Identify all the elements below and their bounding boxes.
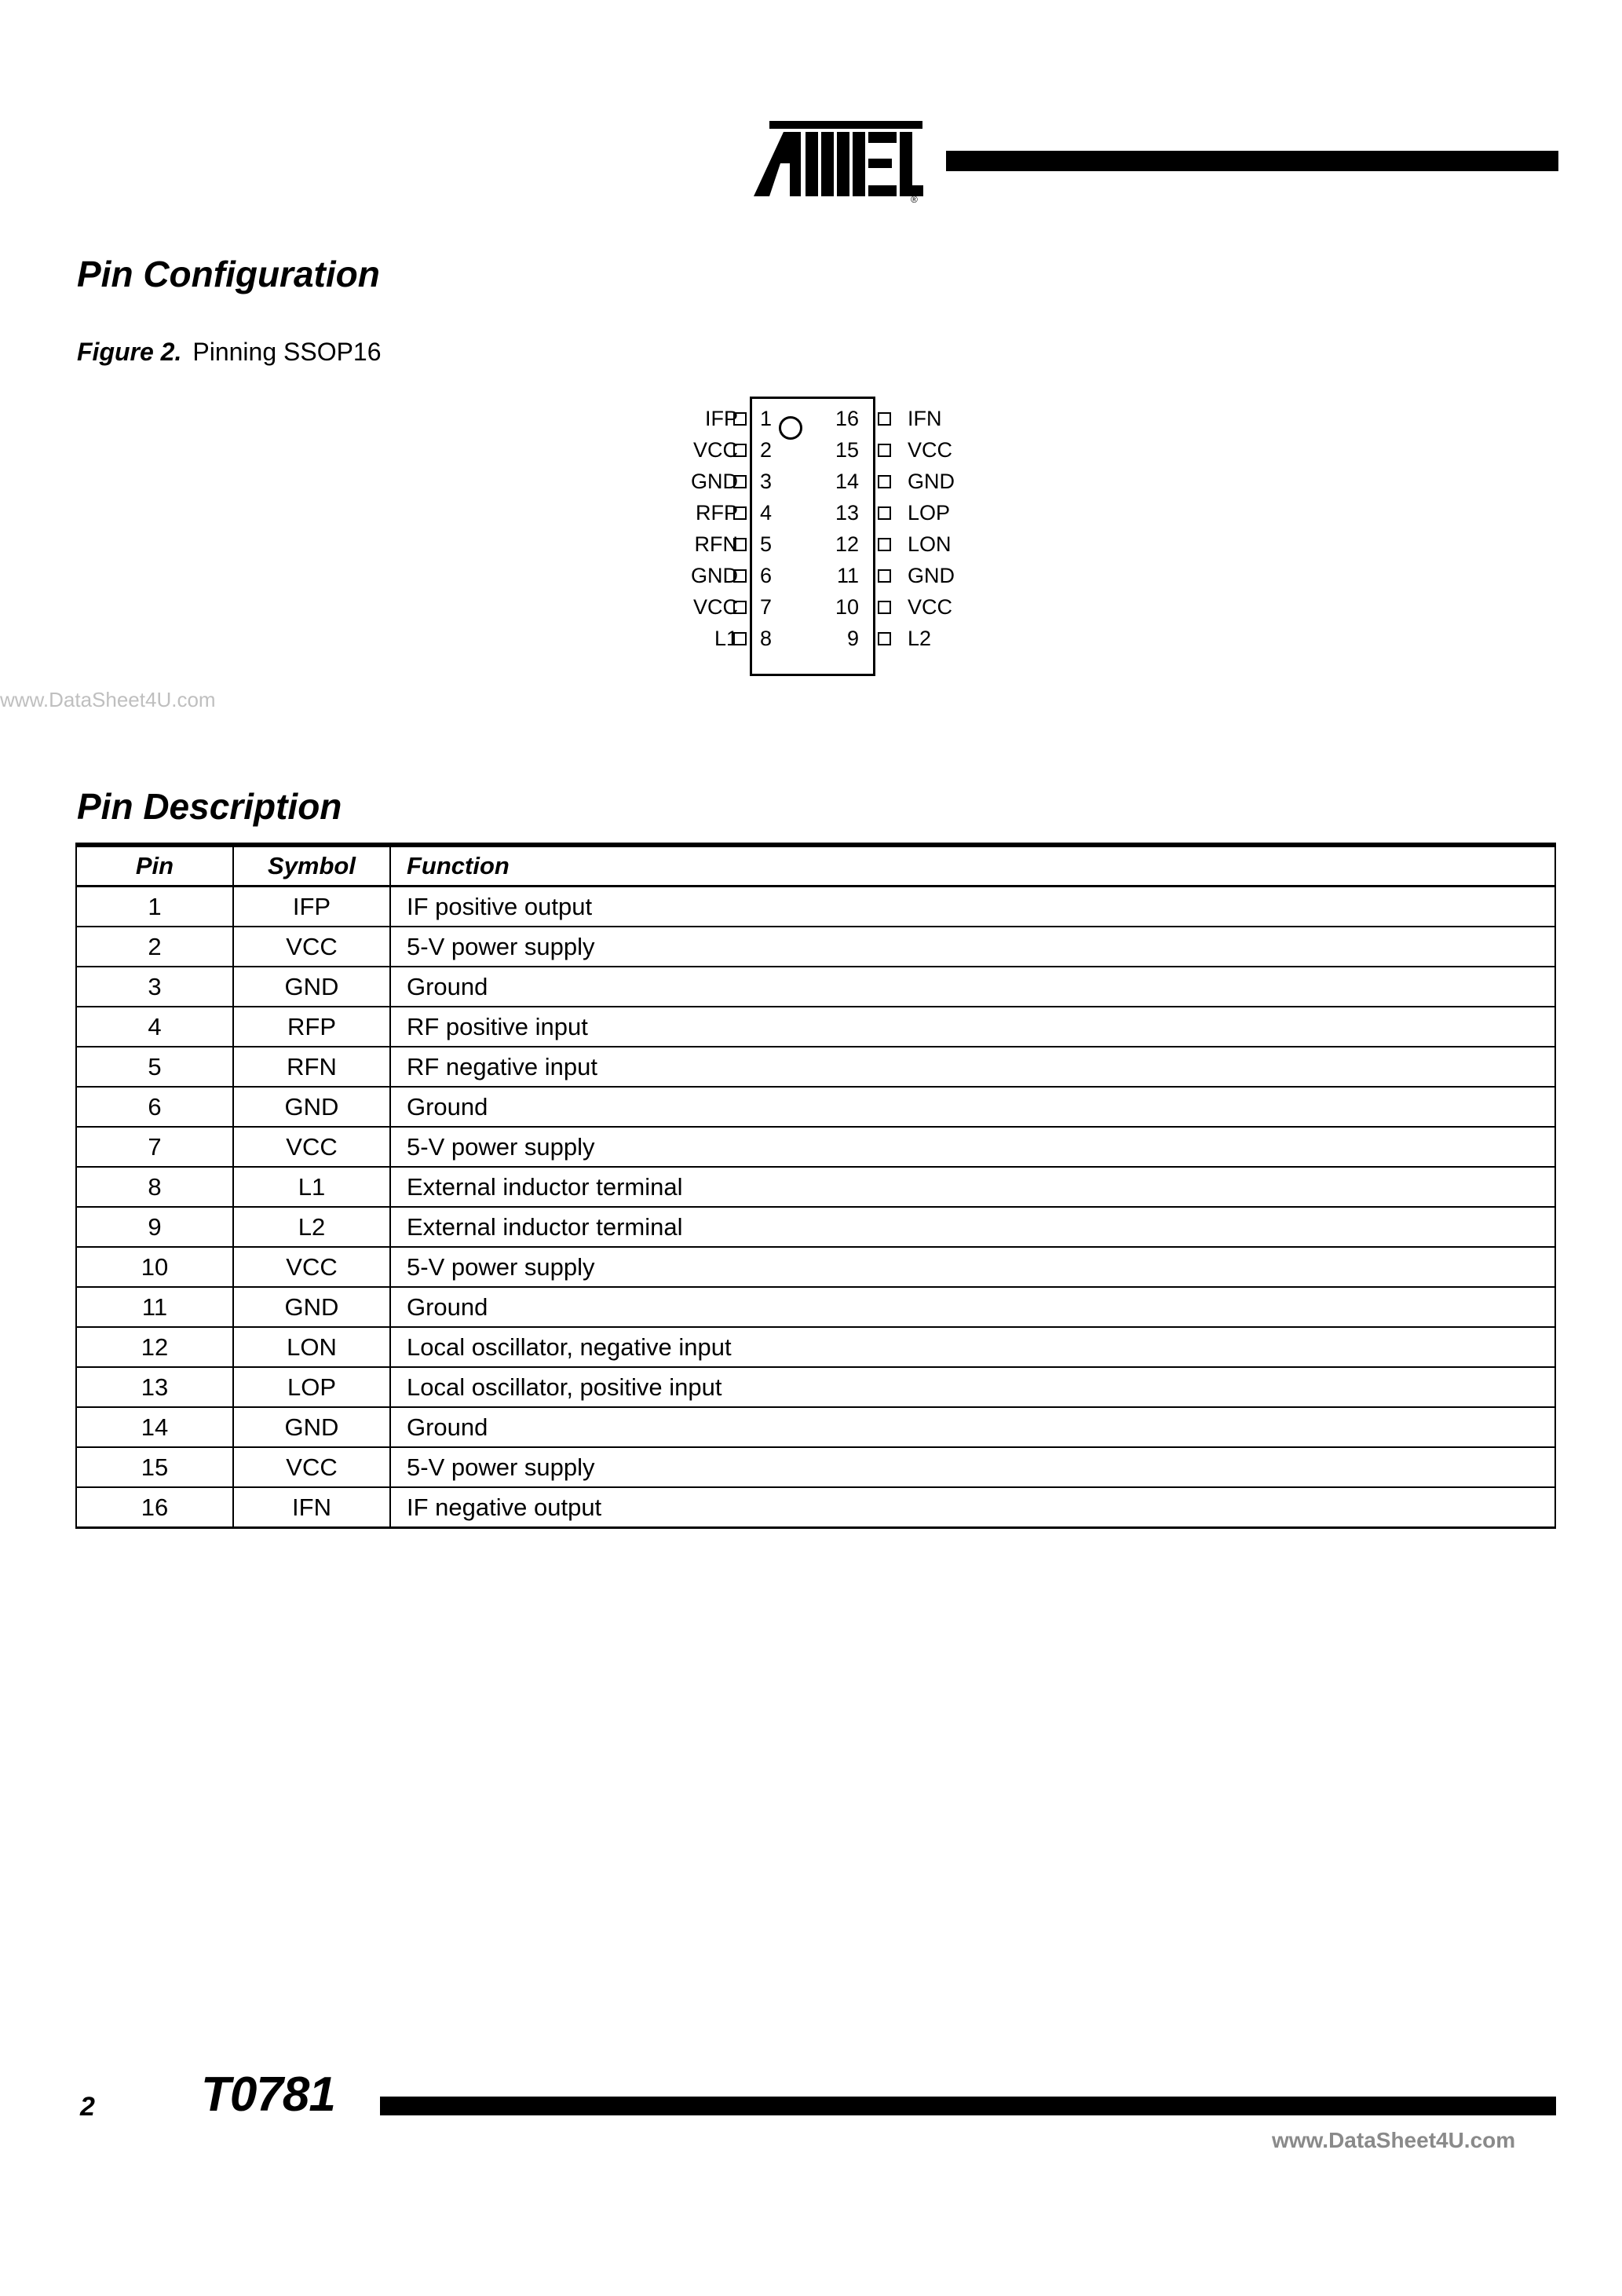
cell-pin: 10 [76, 1247, 233, 1287]
pin-row [652, 560, 974, 591]
table-row [76, 967, 1555, 1007]
cell-symbol: VCC [233, 1447, 390, 1487]
header-rule [946, 151, 1558, 171]
pin-row [652, 466, 974, 497]
pin-pad-icon [878, 412, 891, 426]
page-number: 2 [80, 2092, 95, 2122]
pin-pad-icon [733, 475, 747, 488]
pin-number-left: 1 [760, 407, 773, 430]
pin-name-left: VCC [692, 438, 738, 462]
table-row [76, 1007, 1555, 1047]
cell-function: Local oscillator, positive input [390, 1367, 1555, 1407]
cell-symbol: VCC [233, 927, 390, 967]
cell-function: 5-V power supply [390, 927, 1555, 967]
pin-name-right: L2 [908, 627, 932, 650]
table-row [76, 1327, 1555, 1367]
table-header-row [76, 845, 1555, 887]
watermark: www.DataSheet4U.com [0, 688, 216, 711]
cell-pin: 14 [76, 1407, 233, 1447]
footer-rule [380, 2097, 1556, 2115]
pin-description-table [75, 843, 1556, 1529]
pin-number-right: 10 [835, 595, 859, 619]
pin-number-left: 8 [760, 627, 773, 650]
pin-number-right: 16 [835, 407, 859, 430]
table-row [76, 927, 1555, 967]
table-row [76, 1127, 1555, 1167]
pin-name-left: VCC [692, 595, 738, 619]
pin-name-left: RFN [694, 532, 738, 556]
pin-pad-icon [878, 475, 891, 488]
pin-pad-icon [733, 601, 747, 614]
pin-pad-icon [878, 569, 891, 583]
table-row [76, 1247, 1555, 1287]
cell-function: 5-V power supply [390, 1447, 1555, 1487]
cell-pin: 4 [76, 1007, 233, 1047]
pin-number-right: 9 [846, 627, 859, 650]
pin-configuration-title: Pin Configuration [77, 254, 380, 294]
pin-name-right: VCC [908, 595, 953, 619]
pin-name-right: LON [908, 532, 952, 556]
cell-function: RF negative input [390, 1047, 1555, 1087]
header-function: Function [390, 845, 1555, 887]
cell-symbol: GND [233, 967, 390, 1007]
cell-pin: 13 [76, 1367, 233, 1407]
cell-pin: 2 [76, 927, 233, 967]
pin-pad-icon [733, 569, 747, 583]
table-row [76, 1487, 1555, 1528]
table-row [76, 1207, 1555, 1247]
pin-name-right: VCC [908, 438, 953, 462]
pin-pad-icon [878, 601, 891, 614]
pin-row [652, 434, 974, 466]
cell-pin: 15 [76, 1447, 233, 1487]
table-row [76, 1167, 1555, 1207]
pin-name-right: LOP [908, 501, 951, 525]
table-row [76, 1447, 1555, 1487]
cell-function: Ground [390, 967, 1555, 1007]
footer-site-link[interactable]: www.DataSheet4U.com [1272, 2128, 1516, 2152]
cell-symbol: RFN [233, 1047, 390, 1087]
cell-symbol: IFN [233, 1487, 390, 1528]
cell-symbol: L1 [233, 1167, 390, 1207]
cell-function: Ground [390, 1407, 1555, 1447]
cell-pin: 6 [76, 1087, 233, 1127]
cell-function: 5-V power supply [390, 1127, 1555, 1167]
pin-pad-icon [733, 538, 747, 551]
table-row [76, 1407, 1555, 1447]
cell-symbol: GND [233, 1287, 390, 1327]
pin-name-right: GND [908, 470, 955, 493]
part-number: T0781 [201, 2067, 335, 2122]
pin-name-left: GND [691, 470, 738, 493]
cell-pin: 16 [76, 1487, 233, 1528]
cell-function: RF positive input [390, 1007, 1555, 1047]
header-symbol: Symbol [233, 845, 390, 887]
pin-pad-icon [878, 506, 891, 520]
atmel-logo [746, 118, 926, 204]
pin-row [652, 403, 974, 434]
pin-number-right: 12 [835, 532, 859, 556]
pin-pad-icon [878, 444, 891, 457]
pin-pad-icon [733, 632, 747, 645]
pin-row [652, 528, 974, 560]
pin-name-right: GND [908, 564, 955, 587]
figure-caption [77, 338, 382, 367]
cell-symbol: GND [233, 1087, 390, 1127]
pin-pad-icon [733, 412, 747, 426]
table-row [76, 1367, 1555, 1407]
cell-function: Ground [390, 1087, 1555, 1127]
table-row [76, 1087, 1555, 1127]
pin-row [652, 591, 974, 623]
pin-pad-icon [878, 538, 891, 551]
pin-name-left: GND [691, 564, 738, 587]
cell-pin: 1 [76, 887, 233, 927]
cell-pin: 11 [76, 1287, 233, 1327]
cell-symbol: LOP [233, 1367, 390, 1407]
header-pin: Pin [76, 845, 233, 887]
cell-pin: 8 [76, 1167, 233, 1207]
table-row [76, 1287, 1555, 1327]
pin-row [652, 623, 974, 654]
pinout-diagram [652, 389, 974, 683]
cell-symbol: VCC [233, 1127, 390, 1167]
pin-pad-icon [878, 632, 891, 645]
pin-number-left: 4 [760, 501, 773, 525]
table-row [76, 1047, 1555, 1087]
pin-pad-icon [733, 444, 747, 457]
pin-number-left: 5 [760, 532, 773, 556]
pin-name-left: L1 [714, 627, 738, 650]
figure-label: Figure 2. [77, 338, 182, 366]
pin-description-title: Pin Description [77, 786, 342, 827]
pin-number-right: 15 [835, 438, 859, 462]
cell-function: External inductor terminal [390, 1207, 1555, 1247]
cell-pin: 3 [76, 967, 233, 1007]
pin-number-right: 14 [835, 470, 859, 493]
pin-number-right: 13 [835, 501, 859, 525]
pin-number-left: 2 [760, 438, 773, 462]
cell-symbol: RFP [233, 1007, 390, 1047]
cell-pin: 12 [76, 1327, 233, 1367]
cell-pin: 9 [76, 1207, 233, 1247]
figure-caption-text: Pinning SSOP16 [192, 338, 382, 366]
pin-row [652, 497, 974, 528]
cell-function: Ground [390, 1287, 1555, 1327]
cell-function: IF negative output [390, 1487, 1555, 1528]
cell-symbol: VCC [233, 1247, 390, 1287]
pin-name-left: IFP [704, 407, 738, 430]
pin-number-left: 7 [760, 595, 773, 619]
table-row [76, 887, 1555, 927]
pin-number-left: 6 [760, 564, 773, 587]
pin-number-right: 11 [836, 564, 859, 587]
cell-function: External inductor terminal [390, 1167, 1555, 1207]
cell-function: IF positive output [390, 887, 1555, 927]
cell-symbol: LON [233, 1327, 390, 1367]
cell-symbol: GND [233, 1407, 390, 1447]
cell-symbol: IFP [233, 887, 390, 927]
trademark: ® [911, 194, 918, 204]
cell-pin: 5 [76, 1047, 233, 1087]
cell-pin: 7 [76, 1127, 233, 1167]
pin-pad-icon [733, 506, 747, 520]
cell-function: Local oscillator, negative input [390, 1327, 1555, 1367]
cell-symbol: L2 [233, 1207, 390, 1247]
cell-function: 5-V power supply [390, 1247, 1555, 1287]
pin-name-right: IFN [908, 407, 942, 430]
pin-name-left: RFP [696, 501, 738, 525]
pin-number-left: 3 [760, 470, 773, 493]
